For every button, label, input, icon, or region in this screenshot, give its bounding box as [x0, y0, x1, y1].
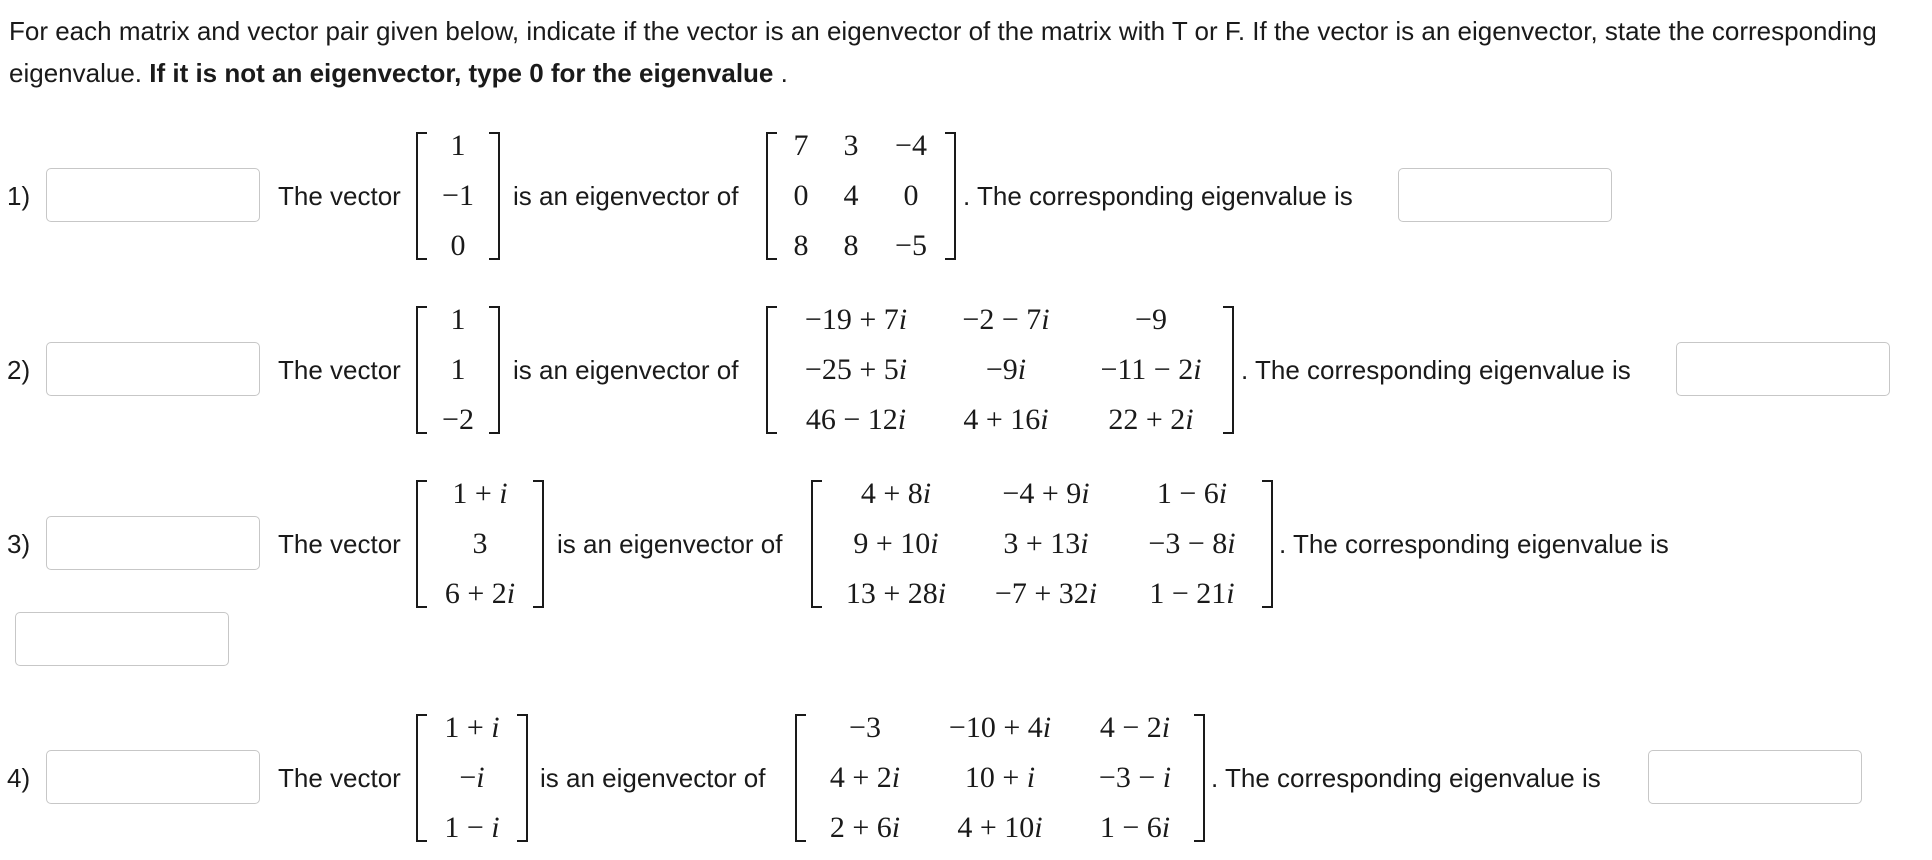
corresponding-eigenvalue-label: . The corresponding eigenvalue is — [963, 181, 1353, 211]
problem-4 — [0, 712, 1932, 842]
matrix-entry: 1 − 6i — [1156, 477, 1228, 510]
matrix-entry: 8 — [843, 229, 859, 262]
matrix-entry: −3 − 8i — [1148, 527, 1236, 560]
matrix-entry: 10 + i — [964, 761, 1036, 794]
matrix-entry: −4 — [895, 129, 927, 162]
matrix — [766, 129, 956, 262]
matrix-entry: 0 — [793, 179, 809, 212]
instructions-bold: If it is not an eigenvector, type 0 for the eigenvalue — [149, 58, 774, 88]
eigenvalue-input[interactable] — [1648, 750, 1862, 804]
corresponding-eigenvalue-label: . The corresponding eigenvalue is — [1241, 355, 1631, 385]
matrix — [795, 711, 1205, 844]
eigenvector-of-label: is an eigenvector of — [557, 529, 783, 559]
matrix-entry: 4 — [843, 179, 859, 212]
problem-number: 3) — [7, 529, 31, 559]
matrix-entry: 3 — [843, 129, 859, 162]
vector — [416, 477, 544, 610]
matrix-entry: −9i — [985, 353, 1027, 386]
vector-entry: 1 + i — [444, 711, 500, 744]
true-false-input[interactable] — [46, 516, 260, 570]
matrix-entry: 22 + 2i — [1108, 403, 1194, 436]
vector-entry: −i — [459, 761, 485, 794]
matrix — [766, 303, 1234, 436]
vector-entry: −2 — [442, 403, 474, 436]
eigenvalue-input[interactable] — [1676, 342, 1890, 396]
true-false-input[interactable] — [46, 342, 260, 396]
vector-entry: 1 − i — [444, 811, 500, 844]
matrix-entry: 13 + 28i — [845, 577, 947, 610]
instructions-tail: . — [773, 58, 788, 88]
matrix-entry: 8 — [793, 229, 809, 262]
matrix-entry: 4 + 2i — [829, 761, 901, 794]
eigenvector-of-label: is an eigenvector of — [513, 181, 739, 211]
problem-2 — [0, 304, 1932, 434]
matrix-entry: 3 + 13i — [1003, 527, 1089, 560]
matrix-entry: −19 + 7i — [804, 303, 908, 336]
problem-3 — [0, 478, 1932, 608]
problem-number: 4) — [7, 763, 31, 793]
matrix-entry: 1 − 6i — [1099, 811, 1171, 844]
instructions — [9, 10, 1914, 94]
problem-number: 1) — [7, 181, 31, 211]
the-vector-label: The vector — [278, 763, 401, 793]
matrix-entry: 4 − 2i — [1099, 711, 1171, 744]
matrix-entry: 4 + 8i — [860, 477, 932, 510]
the-vector-label: The vector — [278, 529, 401, 559]
matrix-entry: −3 — [849, 711, 881, 744]
matrix — [811, 477, 1273, 610]
matrix-entry: −7 + 32i — [994, 577, 1098, 610]
matrix-entry: −3 − i — [1098, 761, 1172, 794]
matrix-entry: 0 — [903, 179, 919, 212]
eigenvector-of-label: is an eigenvector of — [513, 355, 739, 385]
vector — [416, 711, 528, 844]
vector-entry: 1 + i — [452, 477, 508, 510]
eigenvector-of-label: is an eigenvector of — [540, 763, 766, 793]
vector — [416, 129, 500, 262]
matrix-entry: −9 — [1135, 303, 1167, 336]
vector-entry: 1 — [450, 353, 466, 386]
matrix-entry: 9 + 10i — [853, 527, 939, 560]
vector-entry: 6 + 2i — [444, 577, 516, 610]
the-vector-label: The vector — [278, 355, 401, 385]
corresponding-eigenvalue-label: . The corresponding eigenvalue is — [1279, 529, 1669, 559]
vector — [416, 303, 500, 436]
true-false-input[interactable] — [46, 168, 260, 222]
matrix-entry: −5 — [895, 229, 927, 262]
matrix-entry: −25 + 5i — [804, 353, 908, 386]
matrix-entry: 1 − 21i — [1149, 577, 1235, 610]
matrix-entry: 4 + 16i — [963, 403, 1049, 436]
matrix-entry: 7 — [793, 129, 809, 162]
matrix-entry: −10 + 4i — [948, 711, 1052, 744]
matrix-entry: −11 − 2i — [1100, 353, 1202, 386]
eigenvalue-input[interactable] — [1398, 168, 1612, 222]
matrix-entry: 2 + 6i — [829, 811, 901, 844]
vector-entry: 0 — [450, 229, 466, 262]
vector-entry: 1 — [450, 303, 466, 336]
matrix-entry: 4 + 10i — [957, 811, 1043, 844]
the-vector-label: The vector — [278, 181, 401, 211]
matrix-entry: 46 − 12i — [805, 403, 907, 436]
vector-entry: 3 — [472, 527, 488, 560]
matrix-entry: −4 + 9i — [1002, 477, 1090, 510]
problem-1 — [0, 130, 1932, 260]
eigenvalue-input[interactable] — [15, 612, 229, 666]
vector-entry: 1 — [450, 129, 466, 162]
problem-number: 2) — [7, 355, 31, 385]
true-false-input[interactable] — [46, 750, 260, 804]
corresponding-eigenvalue-label: . The corresponding eigenvalue is — [1211, 763, 1601, 793]
vector-entry: −1 — [442, 179, 474, 212]
matrix-entry: −2 − 7i — [962, 303, 1050, 336]
instructions-text: For each matrix and vector pair given below, indicate if the vector is an eigenvector of the matrix with T or F. If the vector is an eigenvector, state the corresponding eigenvalue. — [9, 16, 1877, 88]
